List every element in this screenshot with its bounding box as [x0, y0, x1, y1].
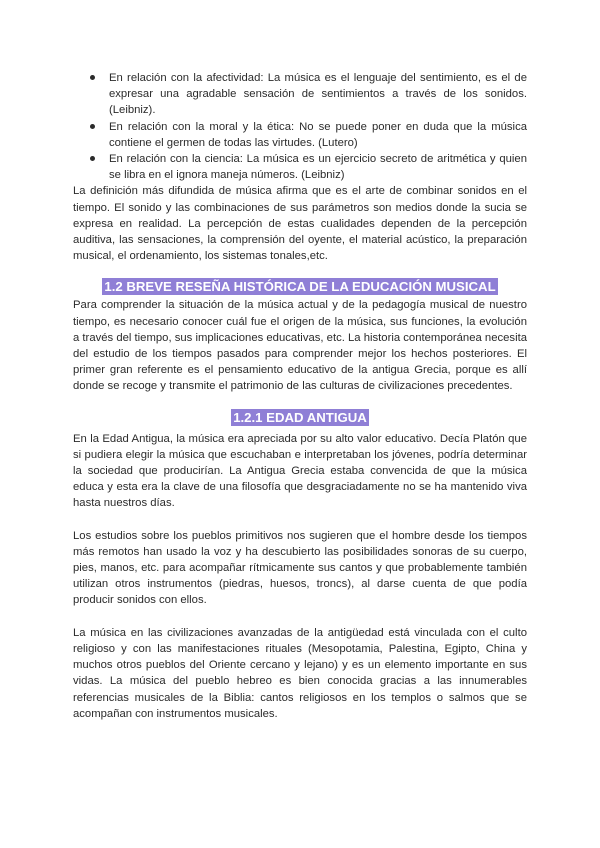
bullet-icon: [90, 156, 95, 161]
section-heading-1-2-1: [73, 409, 527, 427]
bullet-list: [73, 70, 527, 183]
paragraph: En la Edad Antigua, la música era apreciada por su alto valor educativo. Decía Platón que si pudiera elegir la música que escuchaban e interpretaban los jóvenes, podría determinar la sociedad que producirían. La Antigua Grecia estaba convencida de que la música educa y esta era la clave de una filosofía que desgraciadamente no se ha mantenido viva hasta nuestros días.: [73, 432, 527, 510]
bullet-icon: [90, 75, 95, 80]
section-heading-1-2: [73, 278, 527, 296]
paragraph: Los estudios sobre los pueblos primitivos nos sugieren que el hombre desde los tiempos más remotos han usado la voz y ha descubierto las posibilidades sonoras de su cuerpo, pies, manos, etc. para acompañar rítmicamente sus cantos y que probablemente también utilizan otros instrumentos (piedras, huesos, troncs), al darse cuenta de que podía producir sonidos con ellos.: [73, 529, 527, 607]
paragraph: La música en las civilizaciones avanzadas de la antigüedad está vinculada con el culto religioso y con las manifestaciones rituales (Mesopotamia, Palestina, Egipto, China y muchos otros pueblos del Oriente cercano y lejano) y es un elemento importante en sus vidas. La música del pueblo hebreo es bien conocida gracias a las innumerables referencias musicales de la Biblia: cantos religiosos en los templos o salmos que se acompañan con instrumentos musicales.: [73, 626, 527, 720]
paragraph-spacer: [73, 609, 527, 625]
page-content: [73, 70, 527, 722]
list-item: [73, 151, 527, 183]
list-item: [73, 119, 527, 151]
list-item-text: En relación con la ciencia: La música es un ejercicio secreto de aritmética y quien se libra en el ignora maneja números. (Leibniz): [109, 153, 527, 182]
paragraph: Para comprender la situación de la música actual y de la pedagogía musical de nuestro tiempo, es necesario conocer cuál fue el origen de la música, sus funciones, la evolución a través del tiempo, sus implicaciones educativas, etc. La historia contemporánea necesita del estudio de los tiempos pasados para comprender mejor los hechos posteriores. El primer gran referente es el pensamiento educativo de la antigua Grecia, porque es allí donde se recoge y transmite el patrimonio de las culturas de civilizaciones precedentes.: [73, 299, 527, 393]
list-item-text: En relación con la afectividad: La música es el lenguaje del sentimiento, es el de expresar una agradable sensación de sentimientos a través de los sonidos. (Leibniz).: [109, 72, 527, 117]
section-heading-text: 1.2.1 EDAD ANTIGUA: [233, 409, 367, 425]
list-item-text: En relación con la moral y la ética: No se puede poner en duda que la música contiene el germen de todas las virtudes. (Lutero): [109, 120, 527, 149]
section-heading-text: 1.2 BREVE RESEÑA HISTÓRICA DE LA EDUCACIÓN MUSICAL: [104, 279, 496, 295]
intro-paragraph: La definición más difundida de música afirma que es el arte de combinar sonidos en el tiempo. El sonido y las combinaciones de sus parámetros son medios donde la sucia se expresa en realidad. La percepción de estas cualidades dependen de la percepción auditiva, las sensaciones, la comprensión del oyente, el material acústico, la preparación musical, el ordenamiento, los sistemas tonales,etc.: [73, 185, 527, 263]
list-item: [73, 70, 527, 119]
paragraph-spacer: [73, 512, 527, 528]
bullet-icon: [90, 124, 95, 129]
